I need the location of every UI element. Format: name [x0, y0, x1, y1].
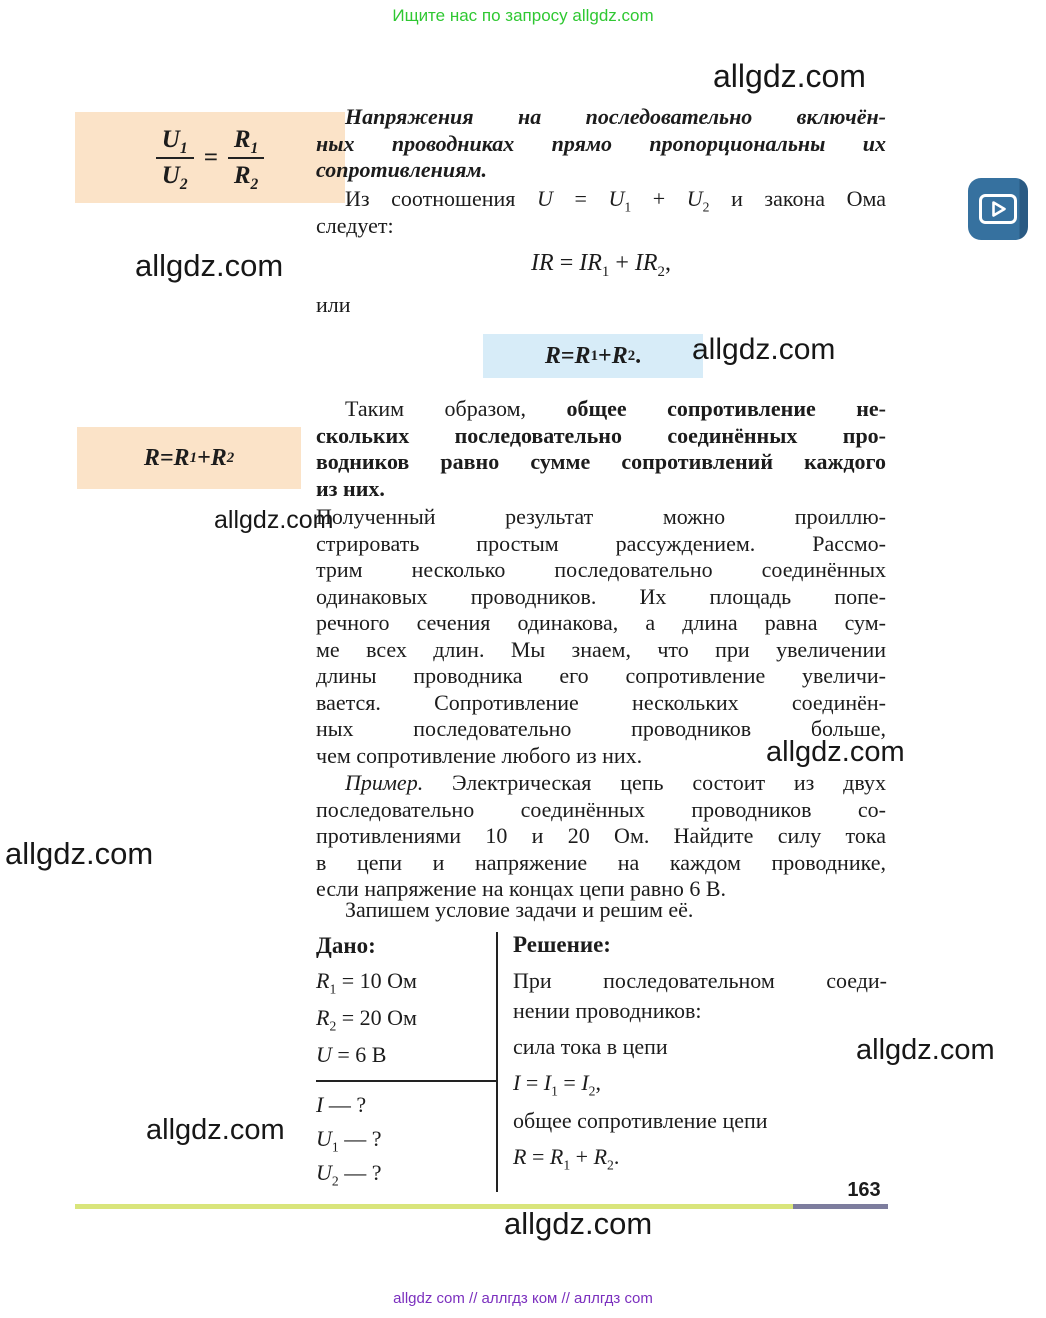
site-notice: Ищите нас по запросу allgdz.com — [392, 6, 654, 25]
given-value: $R_2 = 20$ Ом — [316, 1005, 417, 1034]
example-paragraph-line: в цепи и напряжение на каждом проводнике, — [316, 849, 886, 875]
solution-line: $R = R_1 + R_2$. — [513, 1144, 620, 1173]
thus-paragraph — [316, 396, 886, 502]
result-paragraph-line: ме всех длин. Мы знаем, что при увеличении — [316, 636, 886, 662]
solution-line: нении проводников: — [513, 998, 702, 1023]
example-paragraph-line: если напряжение на концах цепи равно 6 В. — [316, 876, 727, 901]
result-paragraph-line: длины проводника его сопротивление увеличи- — [316, 663, 886, 688]
fraction-numerator: $U_1$ — [156, 126, 194, 159]
relation-paragraph-line: следует: — [316, 212, 394, 238]
law-paragraph-line: Напряжения на последовательно включён- — [345, 104, 886, 129]
watermark: allgdz.com — [713, 58, 866, 94]
given-divider-line — [316, 1080, 496, 1082]
solution-column — [513, 932, 887, 1178]
result-paragraph-line: трим несколько последовательно соединённых — [316, 557, 886, 582]
result-paragraph-line: вается. Сопротивление нескольких соединён- — [316, 689, 886, 715]
thus-paragraph-line: водников равно сумме сопротивлений каждого — [316, 449, 886, 474]
result-paragraph-line: одинаковых проводников. Их площадь попе- — [316, 583, 886, 609]
example-paragraph-line: последовательно соединённых проводников со- — [316, 796, 886, 822]
fraction-denominator: $U_2$ — [161, 161, 188, 193]
watermark: allgdz.com — [856, 1034, 995, 1066]
solution-line: сила тока в цепи — [513, 1034, 668, 1059]
fraction-u — [156, 125, 194, 193]
write-condition-line: Запишем условие задачи и решим её. — [345, 897, 694, 922]
given-value: $R_1 = 10$ Ом — [316, 968, 417, 997]
watermark: allgdz.com — [146, 1114, 285, 1146]
result-paragraph-line: ных последовательно проводников больше, — [316, 716, 886, 741]
solution-title: Решение: — [513, 932, 611, 957]
footer-rule-green — [75, 1204, 793, 1209]
fraction-numerator: $R_1$ — [228, 126, 264, 159]
result-paragraph-line: стрировать простым рассуждением. Рассмо- — [316, 530, 886, 556]
law-paragraph — [316, 104, 886, 184]
solution-line: $I = I_1 = I_2$, — [513, 1070, 601, 1099]
example-paragraph-line: Пример. Электрическая цепь состоит из двух — [345, 770, 886, 795]
find-value: $U_2$ — ? — [316, 1160, 382, 1189]
find-value: I — ? — [316, 1092, 367, 1117]
given-solution-divider — [496, 932, 498, 1192]
find-value: $U_1$ — ? — [316, 1126, 382, 1155]
watermark: allgdz.com — [766, 736, 905, 768]
watermark: allgdz.com — [135, 248, 284, 283]
given-title: Дано: — [316, 933, 376, 958]
thus-paragraph-line: Таким образом, общее сопротивление не- — [345, 396, 886, 421]
watermark: allgdz.com — [5, 836, 154, 871]
formula-box-ratio — [75, 112, 345, 203]
thus-paragraph-line: из них. — [316, 475, 385, 501]
fraction-denominator: $R_2$ — [233, 161, 259, 193]
footer-links: allgdz com // аллгдз ком // аллгдз com — [393, 1290, 653, 1307]
footer-rule-purple — [793, 1204, 888, 1209]
solution-line: При последовательном соеди- — [513, 968, 887, 993]
given-value: U = 6 В — [316, 1042, 387, 1067]
equals-sign: = — [203, 143, 218, 171]
watermark: allgdz.com — [692, 333, 836, 366]
page-number: 163 — [847, 1179, 881, 1201]
highlighted-formula-box: R = R 1 + R 2 . — [483, 334, 703, 378]
result-paragraph-line: чем сопротивление любого из них. — [316, 742, 643, 768]
watermark: allgdz.com — [214, 506, 334, 534]
video-button[interactable] — [968, 178, 1028, 240]
result-paragraph — [316, 504, 886, 769]
given-column — [316, 932, 496, 1192]
relation-paragraph-line: Из соотношения $U = U_1 + U_2$ и закона Ома — [345, 186, 887, 215]
relation-paragraph — [316, 186, 886, 239]
example-paragraph-line: противлениями 10 и 20 Ом. Найдите силу тока — [316, 823, 886, 848]
solution-line: общее сопротивление цепи — [513, 1108, 768, 1133]
or-word: или — [316, 292, 351, 317]
result-paragraph-line: Полученный результат можно проиллю- — [316, 504, 886, 529]
fraction-r — [228, 125, 264, 193]
law-paragraph-line: ных проводниках прямо пропорциональны их — [316, 130, 886, 156]
formula-box-sum: R = R 1 + R 2 — [77, 427, 301, 489]
thus-paragraph-line: скольких последовательно соединённых про- — [316, 422, 886, 448]
watermark: allgdz.com — [504, 1206, 653, 1241]
law-paragraph-line: сопротивлениям. — [316, 157, 488, 182]
example-paragraph — [316, 770, 886, 903]
ir-formula: IR = $IR_1 + IR_2$, — [531, 250, 671, 280]
result-paragraph-line: речного сечения одинакова, а длина равна сум- — [316, 610, 886, 635]
video-play-icon — [979, 194, 1017, 224]
